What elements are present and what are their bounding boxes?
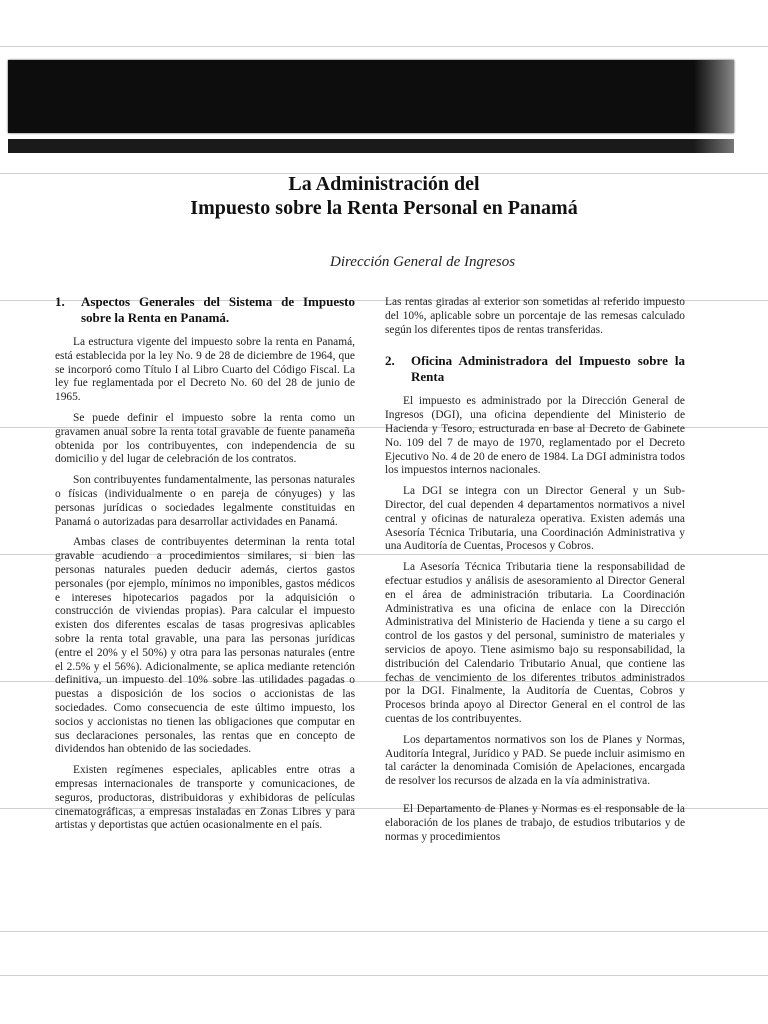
paragraph: El Departamento de Planes y Normas es el responsable de la elaboración de los planes de trabajo, de estudios tributarios y de normas y procedimientos [385,802,685,843]
header-rule [8,139,734,153]
section-1-heading [55,294,355,326]
right-column [385,296,685,851]
paragraph: La DGI se integra con un Director General y un Sub-Director, del cual dependen 4 departamentos normativos a nivel central y oficinas de naturaleza operativa. Existen además una Asesoría Técnica Tributaria, una Coordinación Administrativa y una Auditoría de Cuentas, Procesos y Cobros. [385,485,685,553]
section-2-heading [385,353,685,385]
scan-line [0,975,768,976]
banner-edge [694,60,734,133]
scan-line [0,46,768,47]
paragraph: Son contribuyentes fundamentalmente, las personas naturales o físicas (individualmente o en pareja de cónyuges) y las personas jurídicas o sociedades legalmente constituidas en Panamá o autorizadas para desarrollar actividades en Panamá. [55,474,355,528]
paragraph: Se puede definir el impuesto sobre la renta como un gravamen anual sobre la renta total gravable de fuente panameña obtenida por los contribuyentes, con independencia de su domicilio y del lugar de celebración de los contratos. [55,411,355,466]
scan-line [0,931,768,932]
paragraph: Ambas clases de contribuyentes determinan la renta total gravable acudiendo a procedimientos similares, si bien las personas naturales pueden deducir además, ciertos gastos personales (por ejemplo, mínimos no imponibles, gastos médicos e intereses hipotecarios pagados por la adquisición o construcción de viviendas propias). Para calcular el impuesto existen dos diferentes escalas de tasas progresivas aplicables sobre la renta total gravable, una para las personas jurídicas (entre el 20% y el 50%) y otra para las personas naturales (entre el 2.5% y el 56%). Adicionalmente, se aplica mediante retención definitiva, un impuesto del 10% sobre las utilidades pagadas o puestas a disposición de los socios o accionistas de las sociedades. Como consecuencia de este último impuesto, los socios y accionistas no tienen las obligaciones que computar en sus declaraciones personales, las rentas que en concepto de dividendos han obtenido de las sociedades. [55,536,355,756]
title-line-1: La Administración del [288,173,480,195]
rule-edge [694,139,734,153]
section-number: 2. [385,353,395,369]
paragraph: El impuesto es administrado por la Dirección General de Ingresos (DGI), una oficina dependiente del Ministerio de Hacienda y Tesoro, estructurada en base al Decreto de Gabinete No. 109 del 7 de mayo de 1970, reglamentado por el Decreto Ejecutivo No. 4 de 20 de enero de 1984. La DGI administra todos los impuestos internos nacionales. [385,395,685,477]
paragraph: La estructura vigente del impuesto sobre la renta en Panamá, está establecida por la ley No. 9 de 28 de diciembre de 1964, que se incorporó como Título I al Libro Cuarto del Código Fiscal. La ley fue reglamentada por el Decreto No. 60 del 28 de junio de 1965. [55,336,355,404]
title-line-2: Impuesto sobre la Renta Personal en Panamá [190,197,578,219]
left-column [55,294,355,840]
article-title [0,172,768,220]
section-title: Oficina Administradora del Impuesto sobre la Renta [411,353,685,385]
paragraph: Existen regímenes especiales, aplicables entre otras a empresas internacionales de transporte y comunicaciones, de seguros, productoras, distribuidoras y exhibidoras de películas cinematográficas, a empresas instaladas en Zonas Libres y para artistas y deportistas que actúen ocasionalmente en el país. [55,764,355,832]
section-number: 1. [55,294,65,309]
section-title: Aspectos Generales del Sistema de Impuesto sobre la Renta en Panamá. [81,294,355,325]
byline: Dirección General de Ingresos [330,254,516,270]
paragraph: Los departamentos normativos son los de Planes y Normas, Auditoría Integral, Jurídico y PAD. Se puede incluir asimismo en tal carácter la denominada Comisión de Apelaciones, encargada de resolver los recursos de alzada en la vía administrativa. [385,733,685,788]
paragraph: La Asesoría Técnica Tributaria tiene la responsabilidad de efectuar estudios y análisis de asesoramiento al Director General en el área de administración tributaria. La Coordinación Administrativa es una oficina de enlace con la Dirección Administrativa del Ministerio de Hacienda y tiene a su cargo el control de los gastos y del personal, suministro de materiales y servicios de apoyo. Tiene asimismo bajo su responsabilidad, la distribución del Calendario Tributario Anual, que contiene las fechas de vencimiento de los diferentes tributos administrados por la DGI. Finalmente, la Auditoría de Cuentas, Cobros y Procesos brinda apoyo al Director General en el control de las cuentas de los contribuyentes. [385,561,685,725]
header-banner [8,60,734,133]
paragraph: Las rentas giradas al exterior son sometidas al referido impuesto del 10%, aplicable sobre un porcentaje de las remesas calculado según los diferentes tipos de rentas transferidas. [385,296,685,336]
